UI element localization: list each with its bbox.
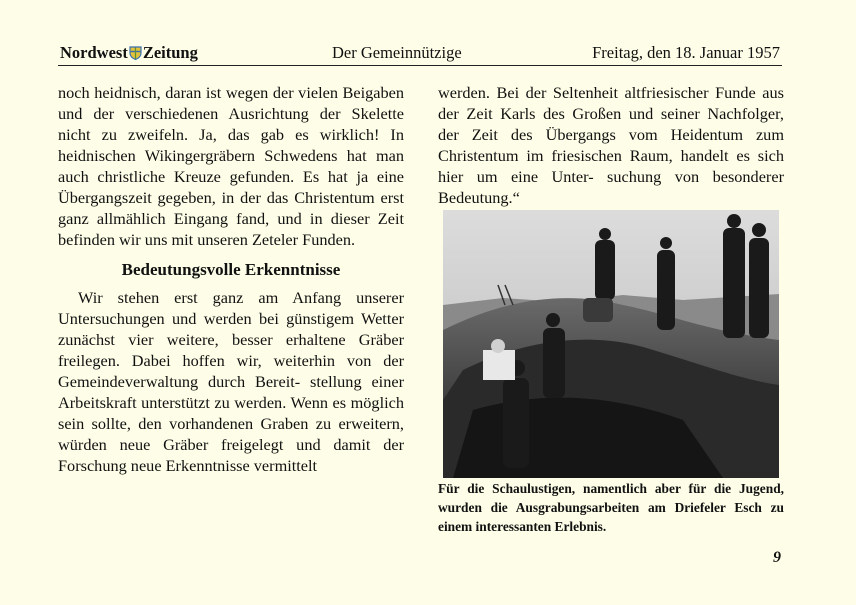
section-title: Der Gemeinnützige bbox=[332, 43, 462, 62]
section-subheading: Bedeutungsvolle Erkenntnisse bbox=[121, 260, 341, 279]
article-paragraph-3: werden. Bei der Seltenheit altfriesischer Funde aus der Zeit Karls des Großen und seiner Nachfolger, der Zeit des Übergangs vom Heidentum zum Christentum im friesischen Raum, handelt es sich hier um eine Unter- suchung von besonderer Bedeutung.“ bbox=[438, 83, 784, 207]
excavation-photo bbox=[443, 210, 779, 478]
page-number: 9 bbox=[773, 549, 781, 566]
newspaper-name bbox=[60, 43, 198, 63]
left-column bbox=[58, 82, 404, 476]
newspaper-name-part1: Nordwest bbox=[60, 43, 128, 62]
coat-of-arms-icon bbox=[129, 46, 142, 60]
article-paragraph-1: noch heidnisch, daran ist wegen der vielen Beigaben und der verschiedenen Ausrichtung der Skelette nicht zu zweifeln. Ja, das gab es wirklich! In heidnischen Wikingergräbern Schwedens hat man auch christliche Kreuze gefunden. Es hat ja eine Übergangszeit gegeben, in der das Christentum erst ganz allmählich Eingang fand, und in dieser Zeit befinden wir uns mit unseren Zeteler Funden. bbox=[58, 83, 404, 249]
right-column bbox=[438, 82, 784, 208]
page-header bbox=[60, 40, 780, 64]
header-rule bbox=[58, 65, 782, 66]
photo-caption: Für die Schaulustigen, namentlich aber für die Jugend, wurden die Ausgrabungsarbeiten am Driefeler Esch zu einem interessanten Erlebnis. bbox=[438, 481, 784, 534]
article-paragraph-2: Wir stehen erst ganz am Anfang unserer Untersuchungen und werden bei günstigem Wetter zunächst vier weitere, besser erhaltene Gräber freilegen. Dabei hoffen wir, weiterhin von der Gemeindeverwaltung durch Bereit- stellung einer Arbeitskraft unterstützt zu werden. Wenn es möglich sein sollte, den vorhandenen Graben zu erweitern, würden neue Gräber freigelegt und damit der Forschung neue Erkenntnisse vermittelt bbox=[58, 288, 404, 475]
newspaper-name-part2: Zeitung bbox=[142, 43, 198, 62]
issue-date: Freitag, den 18. Januar 1957 bbox=[592, 43, 780, 62]
